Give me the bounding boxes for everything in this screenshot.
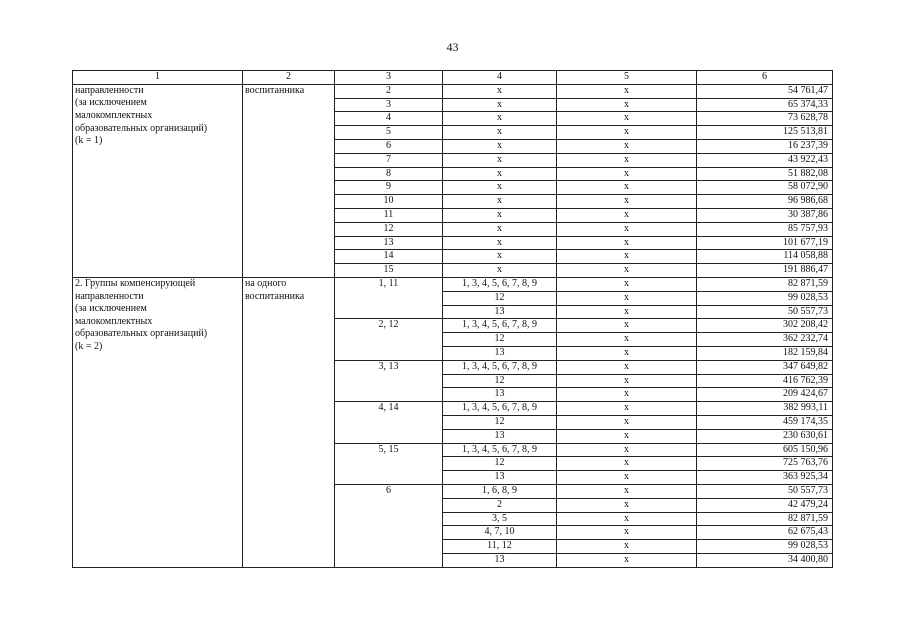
col3-cell: 1, 11 — [335, 277, 443, 318]
col5-cell: х — [557, 498, 697, 512]
col3-cell: 12 — [335, 222, 443, 236]
col3-cell: 3 — [335, 98, 443, 112]
column-header-1: 1 — [73, 71, 243, 85]
col6-value-cell: 65 374,33 — [697, 98, 833, 112]
cell-line: направленности — [75, 290, 144, 302]
col3-cell: 14 — [335, 250, 443, 264]
col4-cell: х — [443, 112, 557, 126]
col5-cell: х — [557, 346, 697, 360]
col6-value-cell: 209 424,67 — [697, 388, 833, 402]
col4-cell: х — [443, 236, 557, 250]
col5-cell: х — [557, 415, 697, 429]
col3-cell: 8 — [335, 167, 443, 181]
col5-cell: х — [557, 277, 697, 291]
col4-cell: х — [443, 98, 557, 112]
cell-line: воспитанника — [245, 290, 305, 302]
col5-cell: х — [557, 429, 697, 443]
col6-value-cell: 125 513,81 — [697, 126, 833, 140]
col5-cell: х — [557, 457, 697, 471]
page-number: 43 — [446, 40, 459, 54]
cell-line: (k = 1) — [75, 135, 103, 147]
tariff-table — [72, 70, 833, 568]
col3-cell: 5 — [335, 126, 443, 140]
col6-value-cell: 605 150,96 — [697, 443, 833, 457]
column-header-3: 3 — [335, 71, 443, 85]
col4-cell: 1, 3, 4, 5, 6, 7, 8, 9 — [443, 360, 557, 374]
col6-value-cell: 96 986,68 — [697, 195, 833, 209]
col6-value-cell: 382 993,11 — [697, 402, 833, 416]
cell-line: образовательных организаций) — [75, 122, 208, 134]
col6-value-cell: 73 628,78 — [697, 112, 833, 126]
cell-line: (за исключением — [75, 97, 147, 109]
col4-cell: х — [443, 195, 557, 209]
col4-cell: х — [443, 126, 557, 140]
cell-line: малокомплектных — [75, 109, 153, 121]
col5-cell: х — [557, 264, 697, 278]
col5-cell: х — [557, 291, 697, 305]
col5-cell: х — [557, 250, 697, 264]
col4-cell: 1, 3, 4, 5, 6, 7, 8, 9 — [443, 443, 557, 457]
col5-cell: х — [557, 126, 697, 140]
cell-line: (за исключением — [75, 303, 147, 315]
col4-cell: 12 — [443, 415, 557, 429]
col6-value-cell: 85 757,93 — [697, 222, 833, 236]
col5-cell: х — [557, 402, 697, 416]
col4-cell: 12 — [443, 333, 557, 347]
col5-cell: х — [557, 112, 697, 126]
col6-value-cell: 302 208,42 — [697, 319, 833, 333]
col4-cell: 1, 3, 4, 5, 6, 7, 8, 9 — [443, 402, 557, 416]
col4-cell: х — [443, 139, 557, 153]
col3-cell: 13 — [335, 236, 443, 250]
col4-cell: х — [443, 264, 557, 278]
col5-cell: х — [557, 208, 697, 222]
col6-value-cell: 34 400,80 — [697, 553, 833, 567]
col3-cell: 10 — [335, 195, 443, 209]
cell-line: на одного — [245, 277, 287, 289]
col4-cell: 13 — [443, 429, 557, 443]
col4-cell: 12 — [443, 374, 557, 388]
col3-cell: 2, 12 — [335, 319, 443, 360]
col6-value-cell: 347 649,82 — [697, 360, 833, 374]
col3-cell: 6 — [335, 484, 443, 567]
col3-cell: 4, 14 — [335, 402, 443, 443]
col5-cell: х — [557, 443, 697, 457]
col5-cell: х — [557, 484, 697, 498]
col4-cell: х — [443, 208, 557, 222]
col5-cell: х — [557, 167, 697, 181]
col5-cell: х — [557, 319, 697, 333]
header-row — [73, 71, 833, 85]
col6-value-cell: 82 871,59 — [697, 512, 833, 526]
col4-cell: 13 — [443, 388, 557, 402]
col4-cell: х — [443, 153, 557, 167]
col5-cell: х — [557, 305, 697, 319]
col6-value-cell: 114 058,88 — [697, 250, 833, 264]
col6-value-cell: 54 761,47 — [697, 84, 833, 98]
col6-value-cell: 62 675,43 — [697, 526, 833, 540]
col5-cell: х — [557, 236, 697, 250]
column-header-2: 2 — [243, 71, 335, 85]
col5-cell: х — [557, 98, 697, 112]
col3-cell: 5, 15 — [335, 443, 443, 484]
col4-cell: х — [443, 181, 557, 195]
table-row — [73, 277, 833, 291]
col5-cell: х — [557, 222, 697, 236]
col4-cell: 13 — [443, 346, 557, 360]
cell-line: образовательных организаций) — [75, 328, 208, 340]
col6-value-cell: 416 762,39 — [697, 374, 833, 388]
table-body — [73, 84, 833, 567]
unit-cell — [243, 277, 335, 567]
col4-cell: 1, 6, 8, 9 — [443, 484, 557, 498]
col3-cell: 4 — [335, 112, 443, 126]
col4-cell: 3, 5 — [443, 512, 557, 526]
col5-cell: х — [557, 512, 697, 526]
cell-line: 2. Группы компенсирующей — [75, 277, 196, 289]
col4-cell: 1, 3, 4, 5, 6, 7, 8, 9 — [443, 319, 557, 333]
col5-cell: х — [557, 181, 697, 195]
col5-cell: х — [557, 471, 697, 485]
col6-value-cell: 82 871,59 — [697, 277, 833, 291]
col5-cell: х — [557, 388, 697, 402]
col4-cell: 12 — [443, 457, 557, 471]
col6-value-cell: 362 232,74 — [697, 333, 833, 347]
table-row — [73, 84, 833, 98]
col3-cell: 2 — [335, 84, 443, 98]
col6-value-cell: 30 387,86 — [697, 208, 833, 222]
column-header-5: 5 — [557, 71, 697, 85]
cell-line: (k = 2) — [75, 340, 103, 352]
col6-value-cell: 16 237,39 — [697, 139, 833, 153]
col6-value-cell: 58 072,90 — [697, 181, 833, 195]
col6-value-cell: 50 557,73 — [697, 305, 833, 319]
group-name-cell — [73, 84, 243, 277]
cell-line: малокомплектных — [75, 315, 153, 327]
column-header-6: 6 — [697, 71, 833, 85]
col6-value-cell: 51 882,08 — [697, 167, 833, 181]
col3-cell: 11 — [335, 208, 443, 222]
col6-value-cell: 43 922,43 — [697, 153, 833, 167]
col5-cell: х — [557, 139, 697, 153]
col6-value-cell: 50 557,73 — [697, 484, 833, 498]
col5-cell: х — [557, 333, 697, 347]
col4-cell: 13 — [443, 553, 557, 567]
col4-cell: 13 — [443, 305, 557, 319]
col4-cell: 4, 7, 10 — [443, 526, 557, 540]
col4-cell: 1, 3, 4, 5, 6, 7, 8, 9 — [443, 277, 557, 291]
col6-value-cell: 725 763,76 — [697, 457, 833, 471]
col5-cell: х — [557, 84, 697, 98]
col3-cell: 3, 13 — [335, 360, 443, 401]
col6-value-cell: 42 479,24 — [697, 498, 833, 512]
col6-value-cell: 459 174,35 — [697, 415, 833, 429]
col4-cell: х — [443, 222, 557, 236]
col6-value-cell: 182 159,84 — [697, 346, 833, 360]
col3-cell: 9 — [335, 181, 443, 195]
col6-value-cell: 101 677,19 — [697, 236, 833, 250]
col3-cell: 15 — [335, 264, 443, 278]
col5-cell: х — [557, 360, 697, 374]
col5-cell: х — [557, 374, 697, 388]
col4-cell: 2 — [443, 498, 557, 512]
col3-cell: 6 — [335, 139, 443, 153]
col4-cell: 13 — [443, 471, 557, 485]
col6-value-cell: 99 028,53 — [697, 291, 833, 305]
col6-value-cell: 191 886,47 — [697, 264, 833, 278]
col3-cell: 7 — [335, 153, 443, 167]
col5-cell: х — [557, 153, 697, 167]
col6-value-cell: 99 028,53 — [697, 540, 833, 554]
col6-value-cell: 363 925,34 — [697, 471, 833, 485]
unit-cell: воспитанника — [243, 84, 335, 277]
col4-cell: 12 — [443, 291, 557, 305]
col4-cell: х — [443, 167, 557, 181]
cell-line: направленности — [75, 84, 144, 96]
col6-value-cell: 230 630,61 — [697, 429, 833, 443]
col5-cell: х — [557, 553, 697, 567]
col5-cell: х — [557, 195, 697, 209]
col4-cell: 11, 12 — [443, 540, 557, 554]
group-name-cell — [73, 277, 243, 567]
col4-cell: х — [443, 250, 557, 264]
col5-cell: х — [557, 540, 697, 554]
column-header-4: 4 — [443, 71, 557, 85]
col5-cell: х — [557, 526, 697, 540]
col4-cell: х — [443, 84, 557, 98]
